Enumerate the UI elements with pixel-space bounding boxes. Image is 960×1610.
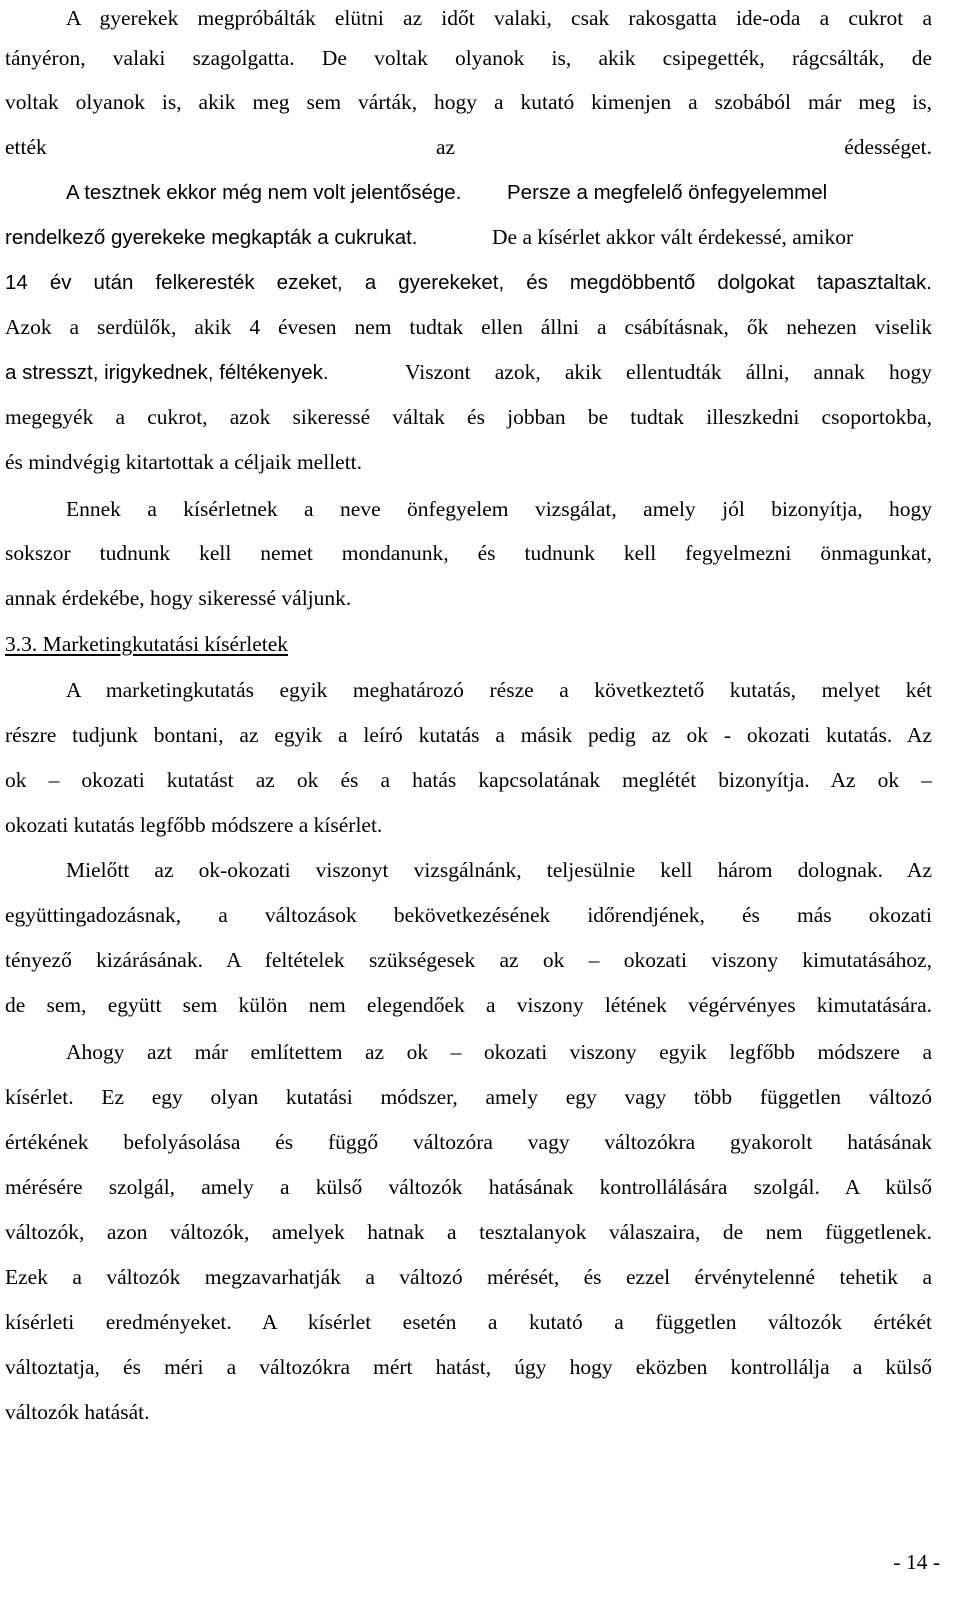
text-line-sans: Persze a megfelelő önfegyelemmel: [507, 181, 828, 204]
text-line: tényező kizárásának. A feltételek szükségesek az ok – okozati viszony kimutatásához,: [5, 948, 932, 972]
text-line: Azok a serdülők, akik 4 évesen nem tudtak ellen állni a csábításnak, ők nehezen viselik: [5, 315, 932, 339]
text-line: Ahogy azt már említettem az ok – okozati viszony egyik legfőbb módszere a: [66, 1040, 932, 1064]
text-line: voltak olyanok is, akik meg sem várták, hogy a kutató kimenjen a szobából már meg is,: [5, 90, 932, 114]
text-line-sans: a stresszt, irigykednek, féltékenyek.: [5, 361, 329, 384]
text-line: sokszor tudnunk kell nemet mondanunk, és tudnunk kell fegyelmezni önmagunkat,: [5, 541, 932, 565]
text-line: együttingadozásnak, a változások bekövetkezésének időrendjének, és más okozati: [5, 903, 932, 927]
text-line: kísérlet. Ez egy olyan kutatási módszer, amely egy vagy több független változó: [5, 1085, 932, 1109]
text-line: Ezek a változók megzavarhatják a változó mérését, és ezzel érvénytelenné tehetik a: [5, 1265, 932, 1289]
text-line: annak érdekébe, hogy sikeressé váljunk.: [5, 586, 352, 610]
text-line: kísérleti eredményeket. A kísérlet esetén a kutató a független változók értékét: [5, 1310, 932, 1334]
text-line: változók, azon változók, amelyek hatnak a tesztalanyok válaszaira, de nem függetlenek.: [5, 1220, 932, 1244]
text-line: Viszont azok, akik ellentudták állni, annak hogy: [405, 360, 932, 384]
text-line: változók hatását.: [5, 1400, 150, 1424]
text-line: ok – okozati kutatást az ok és a hatás kapcsolatának meglétét bizonyítja. Az ok –: [5, 768, 932, 792]
text-line: De a kísérlet akkor vált érdekessé, amikor: [492, 225, 854, 249]
text-line: és mindvégig kitartottak a céljaik mellett.: [5, 450, 363, 474]
text-line: de sem, együtt sem külön nem elegendőek a viszony létének végérvényes kimutatására.: [5, 993, 932, 1017]
text-line: mérésére szolgál, amely a külső változók hatásának kontrollálására szolgál. A külső: [5, 1175, 932, 1199]
text-line: Ennek a kísérletnek a neve önfegyelem vizsgálat, amely jól bizonyítja, hogy: [66, 497, 932, 521]
text-line: ették az édességet.: [5, 135, 932, 159]
text-line: A marketingkutatás egyik meghatározó része a következtető kutatás, melyet két: [66, 678, 932, 702]
section-heading: 3.3. Marketingkutatási kísérletek: [5, 632, 289, 656]
text-line-sans: A tesztnek ekkor még nem volt jelentősége.: [66, 181, 462, 204]
text-line: A gyerekek megpróbálták elütni az időt valaki, csak rakosgatta ide-oda a cukrot a: [66, 6, 932, 30]
text-line: megegyék a cukrot, azok sikeressé váltak és jobban be tudtak illeszkedni csoportokba,: [5, 405, 932, 429]
text-line-sans: rendelkező gyerekeke megkapták a cukrukat.: [5, 226, 418, 249]
page-number: - 14 -: [893, 1550, 940, 1574]
text-line: Mielőtt az ok-okozati viszonyt vizsgálnánk, teljesülnie kell három dolognak. Az: [66, 858, 932, 882]
text-line: értékének befolyásolása és függő változóra vagy változókra gyakorolt hatásának: [5, 1130, 932, 1154]
text-line: tányéron, valaki szagolgatta. De voltak olyanok is, akik csipegették, rágcsálták, de: [5, 46, 932, 70]
text-line: okozati kutatás legfőbb módszere a kísérlet.: [5, 813, 383, 837]
text-line: változtatja, és méri a változókra mért hatást, úgy hogy eközben kontrollálja a külső: [5, 1355, 932, 1379]
text-line-sans: 14 év után felkeresték ezeket, a gyerekeket, és megdöbbentő dolgokat tapasztaltak.: [5, 271, 932, 294]
text-line: részre tudjunk bontani, az egyik a leíró kutatás a másik pedig az ok - okozati kutatás. Az: [5, 723, 932, 747]
